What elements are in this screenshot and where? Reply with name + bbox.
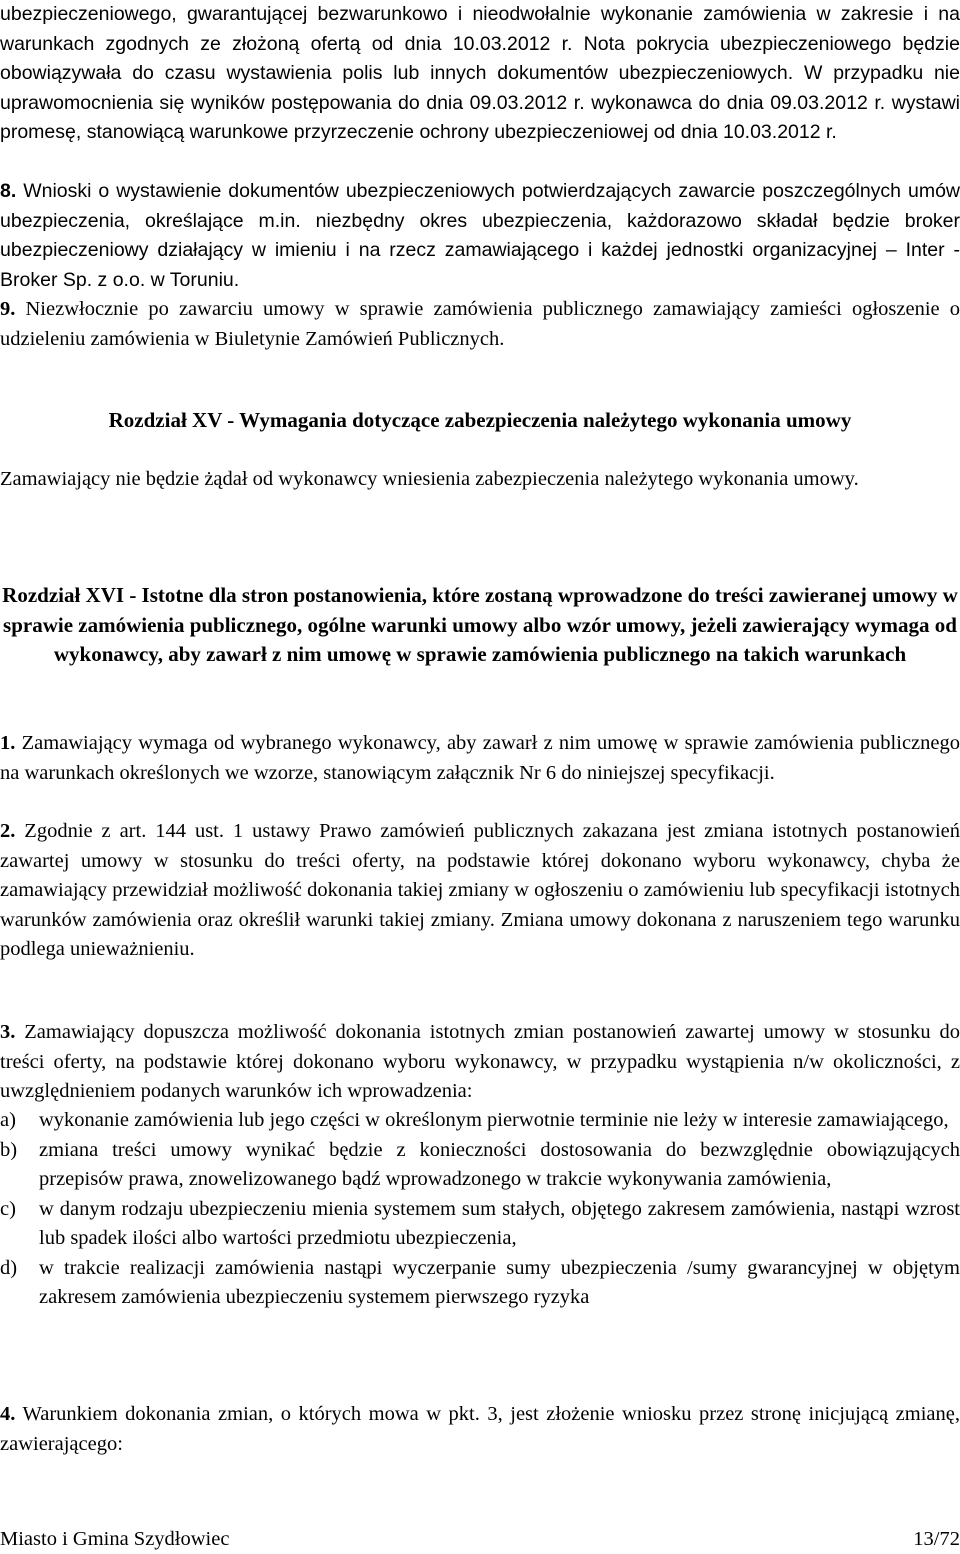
- paragraph-number: 3.: [0, 1021, 16, 1043]
- list-item-text: w danym rodzaju ubezpieczeniu mienia systemem sum stałych, objętego zakresem zamówienia, nastąpi wzrost lub spadek ilości albo wartości przedmiotu ubezpieczenia,: [39, 1197, 960, 1249]
- paragraph-number: 1.: [0, 732, 16, 754]
- section-xvi-point-1: [0, 729, 960, 788]
- paragraph-text: Zamawiający dopuszcza możliwość dokonania istotnych zmian postanowień zawartej umowy w stosunku do treści oferty, na podstawie której dokonano wyboru wykonawcy, w przypadku wystąpienia n/w okoliczności, z uwzględnieniem podanych warunków ich wprowadzenia:: [0, 1021, 960, 1102]
- list-item-text: zmiana treści umowy wynikać będzie z konieczności dostosowania do bezwzględnie obowiązujących przepisów prawa, znowelizowanego bądź wprowadzonego w trakcie wykonywania zamówienia,: [39, 1138, 960, 1190]
- paragraph-text: Warunkiem dokonania zmian, o których mowa w pkt. 3, jest złożenie wniosku przez stronę inicjującą zmianę, zawierającego:: [0, 1403, 960, 1455]
- paragraph-text: Zgodnie z art. 144 ust. 1 ustawy Prawo zamówień publicznych zakazana jest zmiana istotnych postanowień zawartej umowy w stosunku do treści oferty, na podstawie której dokonano wyboru wykonawcy, chyba że zamawiający przewidział możliwość dokonania takiej zmiany w ogłoszeniu o zamówieniu lub specyfikacji istotnych warunków zamówienia oraz określił warunki takiej zmiany. Zmiana umowy dokonana z naruszeniem tego warunku podlega unieważnieniu.: [0, 820, 960, 960]
- list-item: [0, 1195, 960, 1254]
- paragraph-number: 2.: [0, 820, 16, 842]
- list-item: [0, 1136, 960, 1195]
- page-number: 13/72: [913, 1528, 960, 1550]
- section-xv-body: Zamawiający nie będzie żądał od wykonawcy wniesienia zabezpieczenia należytego wykonania umowy.: [0, 468, 859, 490]
- list-marker: c): [0, 1197, 16, 1220]
- list-item: [0, 1254, 960, 1313]
- list-marker: a): [0, 1109, 16, 1131]
- paragraph-text: Wnioski o wystawienie dokumentów ubezpieczeniowych potwierdzających zawarcie poszczególnych umów ubezpieczenia, określające m.in. niezbędny okres ubezpieczenia, każdorazowo składał będzie broker ubezpieczeniowy działający w imieniu i na rzecz zamawiającego i każdej jednostki organizacyjnej – Inter - Broker Sp. z o.o. w Toruniu.: [0, 180, 960, 291]
- footer-institution: Miasto i Gmina Szydłowiec: [0, 1528, 230, 1550]
- paragraph-number: 4.: [0, 1403, 16, 1425]
- list-item-text: wykonanie zamówienia lub jego części w określonym pierwotnie terminie nie leży w interesie zamawiającego,: [39, 1109, 949, 1131]
- paragraph-9: [0, 295, 960, 354]
- section-xv-title: Rozdział XV - Wymagania dotyczące zabezpieczenia należytego wykonania umowy: [108, 408, 852, 432]
- paragraph-number: 9.: [0, 298, 16, 320]
- paragraph-8: [0, 177, 960, 295]
- conditions-list: [0, 1106, 960, 1313]
- list-item-text: w trakcie realizacji zamówienia nastąpi wyczerpanie sumy ubezpieczenia /sumy gwarancyjnej w objętym zakresem zamówienia ubezpieczeniu systemem pierwszego ryzyka: [39, 1256, 960, 1308]
- section-xvi-title: Rozdział XVI - Istotne dla stron postanowienia, które zostaną wprowadzone do treści zawieranej umowy w sprawie zamówienia publicznego, ogólne warunki umowy albo wzór umowy, jeżeli zawierający wymaga od wykonawcy, aby zawarł z nim umowę w sprawie zamówienia publicznego na takich warunkach: [2, 583, 958, 666]
- paragraph-insurance-note: ubezpieczeniowego, gwarantującej bezwarunkowo i nieodwołalnie wykonanie zamówienia w zakresie i na warunkach zgodnych ze złożoną ofertą od dnia 10.03.2012 r. Nota pokrycia ubezpieczeniowego będzie obowiązywała do czasu wystawienia polis lub innych dokumentów ubezpieczeniowych. W przypadku nie uprawomocnienia się wyników postępowania do dnia 09.03.2012 r. wykonawca do dnia 09.03.2012 r. wystawi promesę, stanowiącą warunkowe przyrzeczenie ochrony ubezpieczeniowej od dnia 10.03.2012 r.: [0, 3, 960, 143]
- list-marker: d): [0, 1256, 18, 1279]
- paragraph-text: Zamawiający wymaga od wybranego wykonawcy, aby zawarł z nim umowę w sprawie zamówienia publicznego na warunkach określonych we wzorze, stanowiącym załącznik Nr 6 do niniejszej specyfikacji.: [0, 732, 960, 784]
- section-xvi-point-2: [0, 817, 960, 965]
- section-xvi-point-3: [0, 1018, 960, 1107]
- page-footer: [0, 1526, 960, 1552]
- paragraph-text: Niezwłocznie po zawarciu umowy w sprawie zamówienia publicznego zamawiający zamieści ogłoszenie o udzieleniu zamówienia w Biuletynie Zamówień Publicznych.: [0, 298, 960, 350]
- section-xvi-point-4: [0, 1400, 960, 1459]
- paragraph-number: 8.: [0, 180, 17, 202]
- list-item: [0, 1106, 960, 1136]
- list-marker: b): [0, 1138, 18, 1161]
